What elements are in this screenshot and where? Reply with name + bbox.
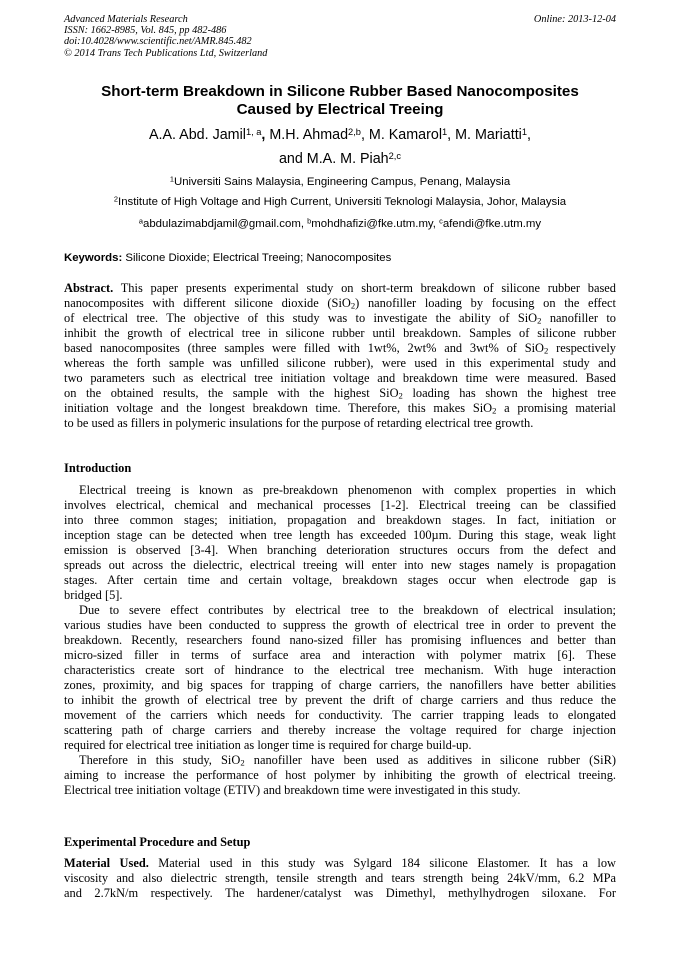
abstract-line <box>64 281 616 296</box>
intro-line: into three common stages; initiation, propagation and breakdown stages. In fact, initiation or <box>64 513 616 527</box>
author-2: M.H. Ahmad <box>265 127 349 143</box>
section-heading-introduction: Introduction <box>64 461 132 475</box>
paper-title <box>64 83 616 119</box>
affiliation-2-sup: 2 <box>113 194 119 204</box>
abstract-text: initiation voltage and the longest breakdown time. Therefore, this makes SiO <box>64 401 493 415</box>
intro-line: breakdown. Recently, researchers found nano-sized filler has promising influences and better than <box>64 633 616 647</box>
abstract-text: ) nanofiller loading by focusing on the effect <box>355 296 616 310</box>
abstract-text: nanocomposites with different silicone dioxide (SiO <box>64 296 351 310</box>
intro-line: scattering path of charge carriers and thereby increase the voltage required for charge injection <box>64 723 616 737</box>
abstract-label: Abstract. <box>64 281 114 295</box>
email-c-sup: c <box>439 216 443 226</box>
intro-text: Therefore in this study, SiO <box>79 753 241 767</box>
online-date: Online: 2013-12-04 <box>533 14 616 25</box>
intro-line: various studies have been conducted to suppress the growth of electrical tree in order to prevent the <box>64 618 616 632</box>
author-list <box>64 123 616 171</box>
affiliations <box>64 172 616 236</box>
intro-line: characteristics create sort of hindrance to the electrical tree mechanism. With huge interaction <box>64 663 616 677</box>
doi-line: doi:10.4028/www.scientific.net/AMR.845.482 <box>64 36 252 48</box>
email-line <box>64 212 616 236</box>
keywords-label: Keywords: <box>64 252 123 264</box>
intro-line: required for electrical tree initiation as longer time is required for charge build-up. <box>64 738 472 752</box>
title-line-2: Caused by Electrical Treeing <box>236 101 444 118</box>
author-2-sup: 2,b <box>348 126 361 137</box>
abstract-text: on the obtained results, the sample with the highest SiO <box>64 386 399 400</box>
subscript: 2 <box>537 315 542 326</box>
abstract <box>64 281 616 431</box>
affiliation-1-sup: 1 <box>169 174 174 184</box>
author-4-sup: 1 <box>521 126 528 137</box>
material-line: viscosity and also dielectric strength, tensile strength and tears strength being 24kV/mm, 6.2 MPa <box>64 871 616 885</box>
affiliation-2 <box>64 192 616 212</box>
intro-line: aiming to increase the performance of host polymer by inhibiting the growth of electrical treeing. <box>64 768 616 782</box>
abstract-line: two parameters such as electrical tree initiation voltage and breakdown time were measured. Based <box>64 371 616 385</box>
journal-header <box>64 14 616 59</box>
material-used-paragraph <box>64 856 616 901</box>
intro-line: inception stage can be detected when tree length has exceeded 100µm. During this stage, weak light <box>64 528 616 542</box>
intro-line: Due to severe effect contributes by electrical tree to the breakdown of electrical insulation; <box>79 603 616 617</box>
abstract-line <box>64 311 616 326</box>
intro-text: nanofiller have been used as additives in silicone rubber (SiR) <box>244 753 616 767</box>
material-line <box>64 856 616 871</box>
author-1: A.A. Abd. Jamil <box>148 127 246 143</box>
journal-name: Advanced Materials Research <box>64 14 188 25</box>
intro-line: bridged [5]. <box>64 588 123 602</box>
author-5: and M.A. M. Piah <box>278 151 389 167</box>
author-1-sup: 1, a <box>245 126 262 137</box>
author-3-sup: 1 <box>442 126 448 137</box>
introduction-body <box>64 483 616 798</box>
intro-line <box>64 753 616 768</box>
author-separator: , <box>447 127 456 143</box>
intro-line: micro-sized filler in terms of surface area and interaction with polymer matrix [6]. These <box>64 648 616 662</box>
abstract-line <box>64 386 616 401</box>
abstract-text: respectively <box>548 341 616 355</box>
copyright-line: © 2014 Trans Tech Publications Ltd, Switzerland <box>64 47 268 59</box>
material-label: Material Used. <box>64 856 149 870</box>
material-line: and 2.7kN/m respectively. The hardener/catalyst was Dimethyl, methylhydrogen siloxane. For <box>64 886 616 900</box>
abstract-text: based nanocomposites (three samples were filled with 1wt%, 2wt% and 3wt% of SiO <box>64 341 545 355</box>
author-5-sup: 2,c <box>388 150 402 161</box>
email-c[interactable]: afendi@fke.utm.my <box>442 218 542 230</box>
subscript: 2 <box>398 390 403 401</box>
intro-line: spreads out across the dielectric, electrical treeing will enter into new stages namely is propagation <box>64 558 616 572</box>
abstract-line <box>64 296 616 311</box>
authors-line-2 <box>64 147 616 171</box>
abstract-line: to be used as fillers in polymeric insulations for the purpose of retarding electrical tree growth. <box>64 416 534 430</box>
email-a[interactable]: abdulazimabdjamil@gmail.com, <box>143 218 308 230</box>
subscript: 2 <box>350 300 356 311</box>
affiliation-1-text: Universiti Sains Malaysia, Engineering Campus, Penang, Malaysia <box>173 176 511 188</box>
abstract-text: of electrical tree. The objective of this study was to investigate the ability of SiO <box>64 311 538 325</box>
email-b-sup: b <box>307 216 312 226</box>
subscript: 2 <box>492 405 497 416</box>
affiliation-2-text: Institute of High Voltage and High Current, Universiti Teknologi Malaysia, Johor, Malaysia <box>118 196 567 208</box>
issn-line: ISSN: 1662-8985, Vol. 845, pp 482-486 <box>64 25 227 37</box>
keywords <box>64 251 616 265</box>
subscript: 2 <box>544 345 549 356</box>
author-separator: , <box>261 127 266 143</box>
abstract-line <box>64 341 616 356</box>
abstract-text: a promising material <box>496 401 616 415</box>
email-b[interactable]: mohdhafizi@fke.utm.my, <box>311 218 440 230</box>
abstract-text: This paper presents experimental study on short-term breakdown of silicone rubber based <box>113 281 616 295</box>
subscript: 2 <box>240 757 245 768</box>
author-separator: , <box>360 127 369 143</box>
author-4: M. Mariatti <box>455 127 522 143</box>
abstract-text: nanofiller to <box>541 311 616 325</box>
email-a-sup: a <box>138 216 144 226</box>
author-separator: , <box>527 127 532 143</box>
intro-line: stages. After certain time and certain voltage, breakdown stages occur when electrode gap is <box>64 573 616 587</box>
intro-line: Electrical treeing is known as pre-breakdown phenomenon with complex properties in which <box>79 483 616 497</box>
abstract-text: loading has shown the highest tree <box>402 386 616 400</box>
affiliation-1 <box>64 172 616 192</box>
keywords-text: Silicone Dioxide; Electrical Treeing; Nanocomposites <box>122 252 392 264</box>
section-heading-experimental: Experimental Procedure and Setup <box>64 835 251 849</box>
abstract-line: whereas the forth sample was unfilled silicone rubber), were used in this experimental study and <box>64 356 616 370</box>
intro-line: zones, proximity, and big spaces for trapping of charge carriers, the nanofillers have better abilities <box>64 678 616 692</box>
author-3: M. Kamarol <box>368 127 442 143</box>
authors-line-1 <box>64 123 616 147</box>
intro-line: emission is observed [3-4]. When branching deterioration structures occurs from the defect and <box>64 543 616 557</box>
intro-line: Electrical tree initiation voltage (ETIV) and breakdown time were investigated in this study. <box>64 783 521 797</box>
material-text: Material used in this study was Sylgard 184 silicone Elastomer. It has a low <box>148 856 616 870</box>
abstract-line: inhibit the growth of electrical tree in silicone rubber until breakdown. Samples of silicone rubber <box>64 326 616 340</box>
abstract-line <box>64 401 616 416</box>
intro-line: movement of the carriers which needs for conductivity. The carrier trapping leads to elongated <box>64 708 616 722</box>
title-line-1: Short-term Breakdown in Silicone Rubber Based Nanocomposites <box>101 83 579 100</box>
intro-line: involves electrical, chemical and mechanical processes [1-2]. Electrical treeing can be classified <box>64 498 616 512</box>
intro-line: to inhibit the growth of electrical tree by prevent the drift of charge carriers and thus reduce the <box>64 693 616 707</box>
